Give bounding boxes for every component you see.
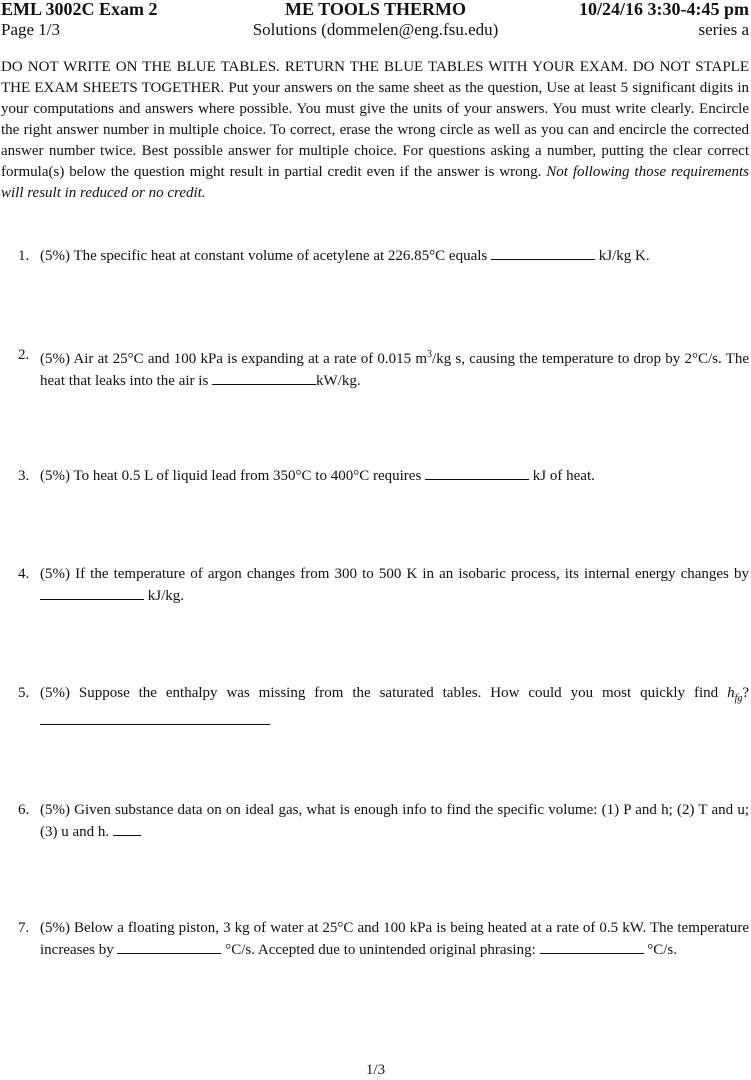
question-2	[18, 344, 749, 392]
question-number: 7.	[18, 920, 30, 936]
question-text: (5%) Below a floating piston, 3 kg of water at 25°C and 100 kPa is being heated at a rate of 0.5 kW. The temperature increases by	[40, 920, 749, 958]
question-body	[40, 245, 749, 267]
page-footer: 1/3	[365, 1062, 386, 1078]
answer-unit: °C/s.	[647, 942, 678, 958]
question-mark: ?	[742, 685, 750, 701]
question-body	[40, 344, 749, 392]
instructions	[1, 57, 749, 204]
question-body	[40, 563, 749, 607]
question-7	[18, 917, 749, 961]
superscript: 3	[427, 349, 433, 360]
exam-header	[0, 0, 751, 44]
exam-datetime: 10/24/16 3:30-4:45 pm	[579, 0, 749, 19]
question-body	[40, 465, 749, 487]
question-text: (5%) Given substance data on on ideal gas, what is enough info to find the specific volume: (1) P and h; (2) T and u; (3) u and h.	[40, 802, 749, 840]
question-6	[18, 799, 749, 843]
header-row-1	[0, 0, 751, 20]
question-4	[18, 563, 749, 607]
series-label: series a	[698, 20, 749, 39]
answer-blank[interactable]	[113, 821, 141, 836]
subscript-fg: fg	[734, 693, 743, 704]
answer-blank[interactable]	[117, 939, 221, 954]
answer-unit: kW/kg.	[316, 373, 361, 389]
answer-blank[interactable]	[40, 585, 144, 600]
question-text-cont: °C/s. Accepted due to unintended original phrasing:	[225, 942, 536, 958]
page-indicator: Page 1/3	[1, 20, 61, 39]
symbol-h: h	[727, 685, 735, 701]
answer-unit: kJ of heat.	[532, 468, 595, 484]
answer-blank[interactable]	[491, 245, 595, 260]
exam-title: ME TOOLS THERMO	[284, 0, 467, 19]
question-3	[18, 465, 749, 487]
answer-blank[interactable]	[425, 465, 529, 480]
question-number: 4.	[18, 566, 30, 582]
question-1	[18, 245, 749, 267]
question-text: (5%) If the temperature of argon changes from 300 to 500 K in an isobaric process, its internal energy changes by	[40, 566, 749, 582]
question-number: 2.	[18, 347, 30, 363]
header-row-2	[0, 19, 751, 41]
question-number: 6.	[18, 802, 30, 818]
answer-blank-2[interactable]	[540, 939, 644, 954]
answer-blank[interactable]	[40, 710, 270, 725]
question-text: (5%) To heat 0.5 L of liquid lead from 350°C to 400°C requires	[40, 468, 422, 484]
solutions-contact: Solutions (dommelen@eng.fsu.edu)	[252, 20, 499, 39]
question-body	[40, 799, 749, 843]
question-5	[18, 682, 749, 732]
question-body	[40, 917, 749, 961]
answer-blank[interactable]	[212, 370, 316, 385]
course-code: EML 3002C Exam 2	[1, 0, 158, 19]
answer-unit: kJ/kg.	[147, 588, 185, 604]
question-body	[40, 682, 749, 732]
question-text-cont: /kg s, causing the temperature to drop by 2°C/s. The heat that leaks into the air is	[40, 351, 749, 389]
question-number: 5.	[18, 685, 30, 701]
answer-unit: kJ/kg K.	[598, 248, 650, 264]
question-number: 3.	[18, 468, 30, 484]
question-number: 1.	[18, 248, 30, 264]
question-text: (5%) Air at 25°C and 100 kPa is expanding at a rate of 0.015 m	[40, 351, 428, 367]
question-text: (5%) The specific heat at constant volume of acetylene at 226.85°C equals	[40, 248, 488, 264]
instructions-text: DO NOT WRITE ON THE BLUE TABLES. RETURN THE BLUE TABLES WITH YOUR EXAM. DO NOT STAPLE THE EXAM SHEETS TOGETHER. Put your answers on the same sheet as the question, Use at least 5 significant digits in your computations and answers where possible. You must give the units of your answers. You must write clearly. Encircle the right answer number in multiple choice. To correct, erase the wrong circle as well as you can and encircle the corrected answer number twice. Best possible answer for multiple choice. For questions asking a number, putting the clear correct formula(s) below the question might result in partial credit even if the answer is wrong.	[1, 59, 749, 180]
question-text: (5%) Suppose the enthalpy was missing from the saturated tables. How could you most quickly find	[40, 685, 719, 701]
instructions-warning: Not following those requirements will result in reduced or no credit.	[1, 164, 749, 201]
